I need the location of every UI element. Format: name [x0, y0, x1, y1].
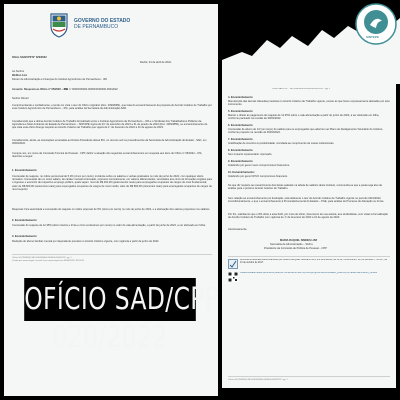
item-7-text: Gratificação de incentivo à produtividade, vinculada ao cumprimento de metas institucionais. [228, 142, 335, 145]
item-9-title: 9. Encaminhamento: [228, 160, 254, 163]
paragraph-1: Cumprimentando-o cordialmente, e tendo em vista o teor do Ofício originário (Doc. 23948384), que trata do encaminhamento da proposta do Acordo Coletivo de Trabalho por esse Instituto Agronômico de Pernambuco – IPA, para análise da Secretaria de Administração-SAD. [12, 104, 212, 111]
sei-signature-icon [228, 259, 238, 269]
item-6-title: 6. Encaminhamento: [228, 124, 254, 127]
gov-title-line2: DE PERNAMBUCO [74, 24, 119, 30]
document-date: Recife, 04 de abril de 2022. [140, 61, 172, 64]
verify-link[interactable]: A autenticidade deste documento pode ser conferida no site http://sei.pe.gov.br/sei/controlador_externo.php?acao=documento_conferir [240, 272, 378, 274]
paragraph-3: Considerando, ainda, as orientações emanadas ao Diretor-Presidente dessa IPA, no recurso sob os procedimentos da Secretaria de Administração do Estado - SAD, em 30/03/2022. [12, 139, 207, 146]
recipient-label: Ao Senhor [12, 70, 25, 73]
seal-label: SINTEPE [366, 36, 379, 39]
item-5-text: Manter o direito ao pagamento do reajuste de 12,35% sobre o vale-alimentação a partir de junho de 2022, a ser efetivado em folha, conforme pactuado na reunião de 30/03/2022. [228, 114, 380, 121]
sei-reference: SEI nº 0000/000000-000003/000000-000/2022 [64, 88, 118, 91]
page-2-footer: Ofício 04 (25/6854) SEI 0000/00000-000000-000/2022 / pg. 2 [228, 379, 288, 381]
item-10-text: Indeferido por gerar NOVO compromisso financeiro. [228, 175, 288, 178]
signer-name: MARIA RAQUEL SIMÕES LINS [280, 239, 318, 242]
item-1-title: 1. Encaminhamento: [12, 169, 38, 172]
recipient-role: Diretor de Administração e Finanças do Instituto Agronômico de Pernambuco - IPA [12, 78, 107, 81]
item-6-text: Concessão de abono de 1/3 (um terço) do salário para os empregados que aderirem ao Plano de Desligamento Voluntário do Instituto, conforme proposto na reunião de 30/03/2022. [228, 128, 383, 135]
item-3-text: Redução do abono familiar mensal por dependente prevista no Acordo Coletivo vigente, com vigência a partir de junho de 2022. [12, 240, 160, 243]
closing-paragraph-1: No que diz respeito ao ressarcimento das faixas salariais na tabela de salários deste Instituto, recomenda-se que a pauta seja alvo de análise para o próximo Acordo Coletivo de Trabalho. [228, 184, 383, 191]
document-number: Ofício SAD/CPP Nº 020/2022 [12, 56, 47, 59]
item-2-text: Concessão do reajuste de 12,35% (doze inteiros e trinta e cinco centésimos por cento) no valor do vale-alimentação, a partir de junho de 2022, a ser efetivado em folha. [12, 224, 206, 227]
item-4-text: Manutenção das demais cláusulas previstas no Acordo Coletivo de Trabalho vigente, exceto as que forem expressamente alteradas por este instrumento. [228, 100, 390, 107]
signer-role-1: Secretária de Administração – SAD e [270, 243, 313, 246]
recipient-name: Wellton Lins [12, 74, 28, 77]
subject-line: Assunto: Resposta ao Ofício nº 05/2022 – IPA [12, 88, 68, 91]
page-2-header: Ofício SAD/CPP · SEI 0000/00000-000000-000/2022 · pg. 2 [272, 88, 331, 90]
footer-created: Criado por maria.riquel, versão 2 por maria.riquel em 04/04/2022 18:52:00. [12, 260, 85, 262]
page-2-footer-divider [228, 376, 390, 377]
item-8-text: Sem impacto orçamentário. Aprovado. [228, 153, 273, 156]
item-7-title: 7. Encaminhamento: [228, 138, 254, 141]
signer-role-2: Presidente da Comissão de Política de Pessoal – CPP [264, 247, 327, 250]
gov-title-line1: GOVERNO DO ESTADO [74, 18, 131, 24]
paragraph-4: Cumpre-nos, em nome da Comissão Técnica de Pessoal - CPP, definir a atuação dos seguintes encaminhamentos em resposta aos itens do Ofício nº 05/2022 – IPA, descritos a seguir: [12, 152, 203, 159]
caption-line-2: 020/2022 [52, 320, 168, 355]
pernambuco-coat-of-arms-icon [48, 12, 70, 38]
qr-code-icon [228, 272, 238, 282]
item-9-text: Indeferido por gerar novos compromissos financeiros. [228, 164, 290, 167]
paragraph-2: Considerando que a última Acordo Coletivo de Trabalho formalizado entre o Instituto Agronômico de Pernambuco – IPA e o Sindicato dos Trabalhadores Públicos da Agricultura e Meio Ambiente do Estado de Pernambuco – SINTAPE vigora de 01º de setembro de 2021 a 31 de janeiro de 2022 (Doc. 23810859), se encaminhamento de que trata esta ofício diverge respeito ao Acordo Coletivo de Trabalho que vigerá de 1º de fevereiro de 2022 a 31 de agosto de 2023. [12, 120, 208, 130]
signature-divider [228, 256, 390, 257]
item-8-title: 8. Encaminhamento: [228, 149, 254, 152]
item-5-title: 5. Encaminhamento: [228, 110, 254, 113]
item-1-response: Resposta: Fica autorizada a concessão do reajuste no índice proposto de 5% (cinco por cento) no mês de junho de 2022, e a efetivação dos valores propostos nos salários. [12, 208, 211, 211]
footer-divider [12, 254, 212, 255]
item-1-text: Concessão de reajuste, no índice percentual de 5,0% (cinco por cento), incidente sobre os salários e verbas praticados no mês de junho de 2022, com qualquer efeito retroativo. Concessão de um único salário, de caráter mensal continuado, expresso nominalmente, em valores diferenciados, vinculados aos cinco de formação exigidos para o ingresso e exercício de respectivo emprego público, quais sejam: nível de R$ 400,00 (quatrocentos reais) para empregados ocupantes de cargos de nível fundamental; valor de R$ 600,00 (seiscentos reais) para empregados ocupantes de cargos de nível médio; valor de R$ 800,00 (oitocentos reais) para empregados ocupantes de cargos de nível superior. [12, 175, 212, 191]
item-10-title: 10. Encaminhamento: [228, 171, 255, 174]
greeting: Senhor Diretor, [12, 97, 30, 100]
item-3-title: 3. Encaminhamento: [12, 235, 38, 238]
signature-note: Documento assinado eletronicamente por MARIA RAQUEL SIMOES LINS, em 04/04/2022, às 18:52, conforme art. 10, do Decreto nº 45.157, de 13 de outubro de 2017. [240, 259, 388, 265]
footer-reference: Ofício 04 (25/6854) SEI 0000/00000-000000-000/2022 / pg. 1 [12, 257, 72, 259]
regards: Atenciosamente, [228, 228, 248, 231]
caption-line-1: OFÍCIO SAD/CPP [24, 278, 196, 321]
document-page-2 [222, 84, 396, 388]
item-2-title: 2. Encaminhamento: [12, 219, 38, 222]
item-4-title: 4. Encaminhamento: [228, 96, 254, 99]
closing-paragraph-3: Por fim, solicitamos que o IPA oficie a esta SAD, por meio de ofício, documento de sua autoria, aos sindicalistas, com vistas à formalização do Acordo Coletivo de Trabalho com vigência de 1º de fevereiro de 2022 a 31 de agosto de 2023. [228, 213, 388, 220]
closing-paragraph-2: Sem relação ao encaminhamento por ilustração, está deferente o teor do Acordo Coletivo de Trabalho vigente no período 2021/2022, incondicionalmente, e que o encaminhamento à Procuradoria-Geral do Estado – PGE, para análise do Processo de Alteração ou Fonte. [228, 197, 385, 204]
